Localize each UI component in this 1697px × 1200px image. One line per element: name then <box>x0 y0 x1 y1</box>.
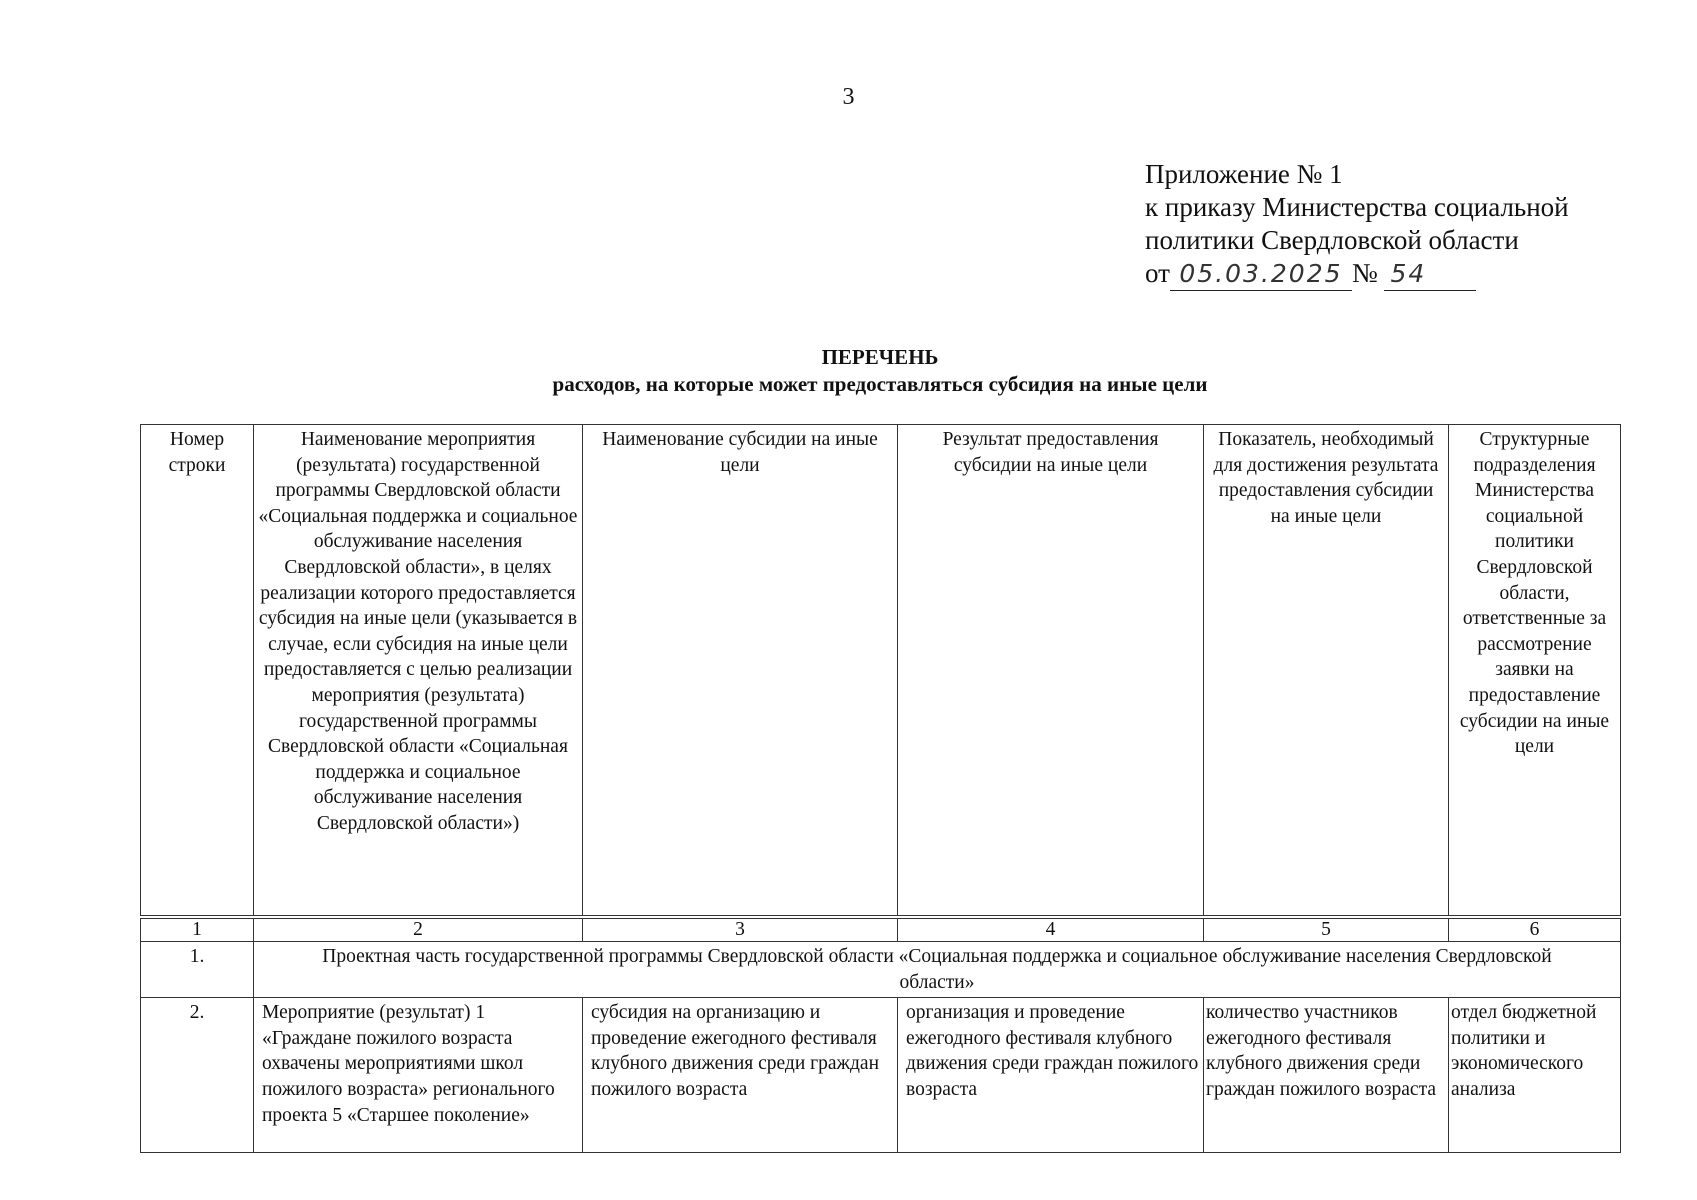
table-row <box>141 998 1621 1153</box>
table-header-row <box>141 425 1621 918</box>
section-row-text: Проектная часть государственной программы Свердловской области «Социальная поддержка и социальное обслуживание населения Свердловской области» <box>254 942 1621 998</box>
header-event-name: Наименование мероприятия (результата) государственной программы Свердловской области «Социальная поддержка и социальное обслуживание населения Свердловской области», в целях реализации которого предоставляется субсидия на иные цели (указывается в случае, если субсидия на иные цели предоставляется с целью реализации мероприятия (результата) государственной программы Свердловской области «Социальная поддержка и социальное обслуживание населения Свердловской области») <box>254 425 583 918</box>
number-label: № <box>1351 258 1378 288</box>
appendix-title: Приложение № 1 <box>1145 159 1343 189</box>
row-number: 2. <box>141 998 254 1153</box>
row-department: отдел бюджетной политики и экономического анализа <box>1449 998 1621 1153</box>
row-event: Мероприятие (результат) 1 «Граждане пожилого возраста охвачены мероприятиями школ пожилого возраста» регионального проекта 5 «Старшее поколение» <box>254 998 583 1153</box>
column-numbers-row <box>141 917 1621 942</box>
expenses-table <box>140 424 1621 1153</box>
header-indicator: Показатель, необходимый для достижения результата предоставления субсидии на иные цели <box>1204 425 1449 918</box>
date-prefix: от <box>1145 258 1170 288</box>
section-row-number: 1. <box>141 942 254 998</box>
row-indicator: количество участников ежегодного фестиваля клубного движения среди граждан пожилого возраста <box>1204 998 1449 1153</box>
header-subsidy-result: Результат предоставления субсидии на иные цели <box>898 425 1204 918</box>
column-number: 1 <box>141 917 254 942</box>
section-row <box>141 942 1621 998</box>
document-subtitle: расходов, на которые может предоставляться субсидия на иные цели <box>552 372 1208 396</box>
row-subsidy: субсидия на организацию и проведение ежегодного фестиваля клубного движения среди граждан пожилого возраста <box>583 998 898 1153</box>
row-result: организация и проведение ежегодного фестиваля клубного движения среди граждан пожилого возраста <box>898 998 1204 1153</box>
document-title: ПЕРЕЧЕНЬ <box>821 345 939 369</box>
header-row-number: Номер строки <box>141 425 254 918</box>
column-number: 4 <box>898 917 1204 942</box>
header-subsidy-name: Наименование субсидии на иные цели <box>583 425 898 918</box>
header-responsible-departments: Структурные подразделения Министерства социальной политики Свердловской области, ответственные за рассмотрение заявки на предоставление субсидии на иные цели <box>1449 425 1621 918</box>
column-number: 5 <box>1204 917 1449 942</box>
document-title-block <box>140 344 1620 398</box>
appendix-ministry-line: политики Свердловской области <box>1145 225 1519 255</box>
column-number: 3 <box>583 917 898 942</box>
column-number: 6 <box>1449 917 1621 942</box>
appendix-block <box>1145 158 1569 291</box>
page-number: 3 <box>842 84 855 110</box>
handwritten-number: 54 <box>1384 257 1476 291</box>
appendix-date-line <box>1145 257 1569 291</box>
appendix-order-line: к приказу Министерства социальной <box>1145 192 1569 222</box>
handwritten-date: 05.03.2025 <box>1170 257 1352 291</box>
column-number: 2 <box>254 917 583 942</box>
